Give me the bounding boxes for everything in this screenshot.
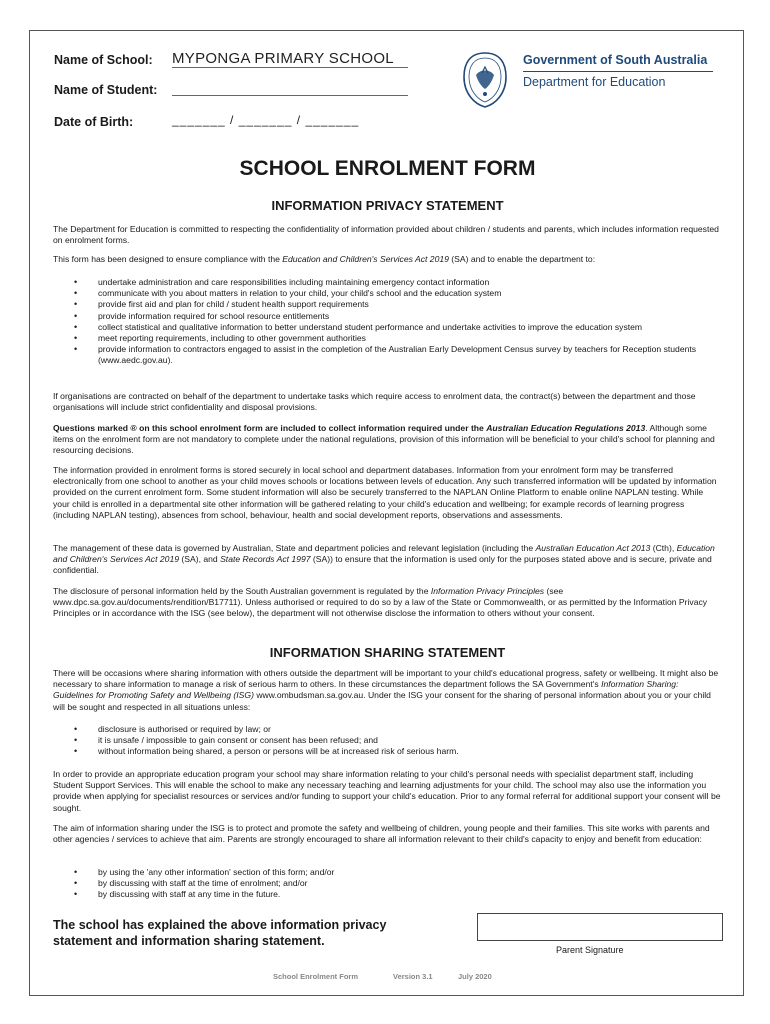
principles-name: Information Privacy Principles [430, 586, 545, 596]
footer-date: July 2020 [458, 972, 492, 981]
dob-label: Date of Birth: [54, 115, 134, 129]
page-title: SCHOOL ENROLMENT FORM [239, 157, 536, 180]
list-item: • provide first aid and plan for child / student health support requirements [53, 299, 721, 310]
text-run: There will be occasions where sharing information with others outside the department will be important to your child's educational progress, safety or wellbeing. It might also be necessary to share information to manage a risk of serious harm to others. In these circumstances the department follows the SA Government's [53, 668, 719, 690]
act-name: State Records Act 1997 [220, 554, 311, 565]
dob-field[interactable]: _______ / _______ / _______ [172, 113, 360, 127]
privacy-p4 [53, 423, 721, 457]
text-run: . Although some items on the enrolment form are not mandatory to complete under the national regulations, provision of this information will be beneficial to your child's school for planning and resourcing decisions. [53, 423, 715, 456]
text-run: (SA) and to enable the department to: [448, 254, 596, 264]
school-value: MYPONGA PRIMARY SCHOOL [172, 50, 394, 67]
list-item: • by using the 'any other information' section of this form; and/or [53, 867, 721, 878]
text-run: (see www.dpc.sa.gov.au/documents/rendition/B17711). Unless authorised or required to do so by a law of the State or Commonwealth, or as permitted by the Information Privacy Principles or in accordance with the ISG (see below), the department will not otherwise disclose the information to others without your consent. [53, 586, 708, 619]
list-item: • provide information to contractors engaged to assist in the completion of the Australian Early Development Census survey by teachers for Reception students (www.aedc.gov.au). [53, 344, 721, 366]
act-name: Australian Education Act 2013 [535, 543, 651, 553]
regulation-name: Australian Education Regulations 2013 [486, 423, 646, 433]
privacy-p5: The information provided in enrolment forms is stored securely in local school and department databases. Information from your enrolment form may be transferred electronically from one school to another as your child moves schools or locations between levels of education. Any such transferred information will be updated by information provided on the current enrolment form. Some student information will also be securely transferred to the NAPLAN Online Platform to enable online NAPLAN testing. While your child is enrolled in a departmental site other information will be gathered relating to your child's education and wellbeing; for example records of learning progress (including NAPLAN testing), absences from school, behaviour, health and social development reports, observations and assessments. [53, 465, 717, 520]
text-run: This form has been designed to ensure compliance with the [53, 254, 283, 264]
student-label: Name of Student: [54, 83, 158, 97]
privacy-heading: INFORMATION PRIVACY STATEMENT [271, 198, 504, 213]
list-item: • without information being shared, a person or persons will be at increased risk of serious harm. [53, 746, 721, 757]
sa-crest-logo [460, 49, 510, 111]
list-item: • communicate with you about matters in relation to your child, your child's school and the education system [53, 288, 721, 299]
sharing-p2: In order to provide an appropriate education program your school may share information relating to your child's personal needs with specialist department staff, including Student Support Services. This will enable the school to make any necessary teaching and learning adjustments for your child. The school may also use the information you provide when applying for specialist resources or services and/or funding to support your child's education. Prior to any formal referral for additional support your consent will be sought. [53, 769, 721, 813]
text-run: The disclosure of personal information held by the South Australian government is regulated by the [53, 586, 431, 596]
list-item: • collect statistical and qualitative information to better understand student performance and undertake activities to improve the education system [53, 322, 721, 333]
act-name: Education and Children's Services Act 2019 [282, 254, 449, 264]
guideline-name: Information Sharing: Guidelines for Promoting Safety and Wellbeing (ISG) [53, 679, 679, 701]
form-page [29, 30, 744, 996]
list-item: • meet reporting requirements, including to other government authorities [53, 333, 721, 344]
list-item: • provide information required for school resource entitlements [53, 311, 721, 322]
text-run: www.ombudsman.sa.gov.au. Under the ISG your consent for the sharing of personal information about you or your child will be sought and respected in all situations unless: [53, 690, 711, 712]
list-item: • by discussing with staff at any time in the future. [53, 889, 721, 900]
school-label: Name of School: [54, 53, 153, 67]
department-name: Department for Education [523, 75, 666, 89]
sharing-p3: The aim of information sharing under the ISG is to protect and promote the safety and wellbeing of children, young people and their families. This site works with parents and other agencies / services to achieve that aim. Parents are strongly encouraged to share all information relevant to their child's capacity to enjoy and benefit from education: [53, 823, 710, 845]
student-name-field[interactable] [172, 81, 408, 96]
privacy-p2 [53, 254, 721, 265]
list-item: • it is unsafe / impossible to gain consent or consent has been refused; and [53, 735, 721, 746]
sharing-conditions-list [53, 724, 721, 758]
parent-signature-field[interactable] [477, 913, 723, 941]
list-item: • by discussing with staff at the time of enrolment; and/or [53, 878, 721, 889]
school-field[interactable] [172, 50, 408, 68]
signature-statement: The school has explained the above information privacy statement and information sharing statement. [53, 918, 387, 948]
privacy-p1: The Department for Education is committed to respecting the confidentiality of information provided about children / students and parents, which includes information requested on enrolment forms. [53, 224, 719, 246]
privacy-p7 [53, 586, 721, 620]
privacy-p6 [53, 543, 721, 577]
gov-logo [523, 53, 733, 89]
list-item: • undertake administration and care responsibilities including maintaining emergency contact information [53, 277, 721, 288]
sharing-methods-list [53, 867, 721, 901]
list-item: • disclosure is authorised or required by law; or [53, 724, 721, 735]
text-run: (SA)) to ensure that the information is used only for the purposes stated above and is secure, private and confidential. [53, 554, 712, 576]
gov-name: Government of South Australia [523, 53, 708, 67]
text-run: The management of these data is governed by Australian, State and department policies and relevant legislation (including the [53, 543, 536, 553]
privacy-p3: If organisations are contracted on behalf of the department to undertake tasks which require access to enrolment data, the contract(s) between the department and those organisations will include strict confidentiality and disposal provisions. [53, 391, 696, 413]
text-run: Questions marked ® on this school enrolment form are included to collect information required under the [53, 423, 487, 433]
footer-form-name: School Enrolment Form [273, 972, 359, 981]
text-run: (Cth), [650, 543, 677, 553]
sharing-heading: INFORMATION SHARING STATEMENT [269, 645, 506, 660]
act-name: Education and Children's Services Act 2019 [53, 543, 715, 565]
text-run: (SA), and [179, 554, 221, 565]
signature-label: Parent Signature [556, 945, 624, 955]
sharing-p1 [53, 668, 721, 713]
footer-version: Version 3.1 [393, 972, 433, 981]
privacy-purpose-list [53, 277, 721, 367]
